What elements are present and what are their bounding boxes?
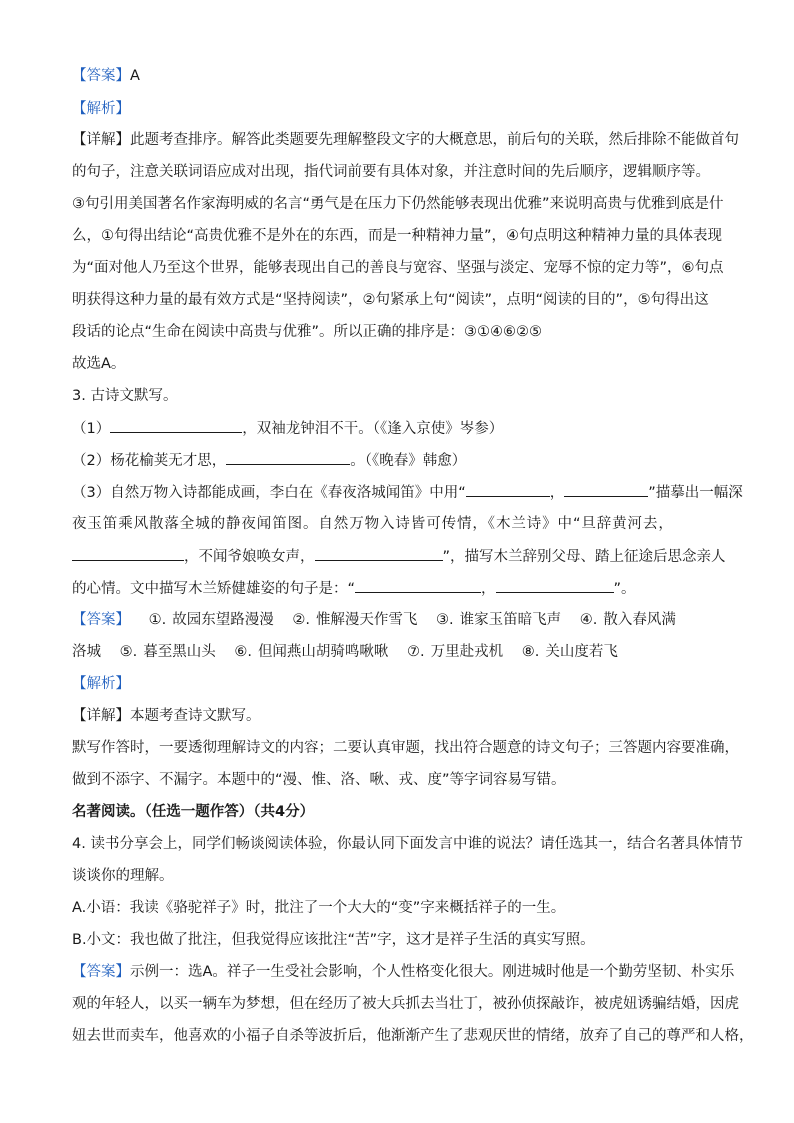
blank-line [564, 482, 648, 497]
detail-line: 段话的论点“生命在阅读中高贵与优雅”。所以正确的排序是：③①④⑥②⑤ [72, 324, 543, 340]
comma: ， [549, 485, 565, 501]
question-3-title: 3. 古诗文默写。 [72, 388, 178, 404]
q3-item-2-text-start: （2）杨花榆荚无才思， [72, 453, 227, 469]
answer-item: 但闻燕山胡骑鸣啾啾 [257, 644, 389, 660]
answer-number: ①. [148, 612, 167, 628]
answer-text: 示例一：选A。祥子一生受社会影响，个人性格变化很大。刚进城时他是一个勤劳坚韧、朴实乐 [130, 964, 735, 980]
blank-line [466, 482, 550, 497]
answer-3-line [72, 642, 618, 662]
analysis-heading [72, 99, 130, 119]
answer-tag: 【答案】 [72, 612, 130, 628]
blank-line [355, 578, 481, 593]
answer-number: ⑧. [521, 644, 540, 660]
detail-line: 默写作答时，一要透彻理解诗文的内容；二要认真审题，找出符合题意的诗文句子；三答题内容要准确， [72, 740, 739, 756]
analysis-tag: 【解析】 [72, 101, 130, 117]
blank-line [496, 578, 614, 593]
answer-item: 万里赴戎机 [430, 644, 504, 660]
q3-item-3-text: （3）自然万物入诗都能成画，李白在《春夜洛城闻笛》中用“ [72, 485, 466, 501]
detail-line [72, 130, 739, 150]
analysis-heading [72, 674, 130, 694]
q3-item-3-line [72, 546, 726, 567]
section-title: 名著阅读。（任选一题作答）（共4分） [72, 804, 315, 820]
answer-3-line [72, 610, 676, 630]
q3-item-2-text-end: 。（《晚春》韩愈） [350, 453, 467, 469]
question-4-line: 4. 读书分享会上，同学们畅谈阅读体验，你最认同下面发言中谁的说法？请任选其一，结合名著具体情节 [72, 836, 743, 852]
q3-item-3-text: ，不闻爷娘唤女声， [184, 549, 315, 565]
detail-line: 的句子，注意关联词语应成对出现，指代词前要有具体对象，并注意时间的先后顺序，逻辑顺序等。 [72, 164, 710, 180]
answer-item: 散入春风满 [603, 612, 676, 628]
answer-number: ③. [436, 612, 454, 628]
answer-item: 关山度若飞 [545, 644, 618, 660]
answer-4-line: 观的年轻人，以买一辆车为梦想，但在经历了被大兵抓去当壮丁，被孙侦探敲诈，被虎妞诱骗结婚，因虎 [72, 996, 739, 1012]
answer-item: 暮至黑山头 [143, 644, 216, 660]
answer-number: ⑤. [119, 644, 138, 660]
question-4-line: 谈谈你的理解。 [72, 868, 174, 884]
q3-item-3-text: ”。 [613, 581, 636, 597]
q3-item-2 [72, 450, 466, 471]
option-a: A.小语：我读《骆驼祥子》时，批注了一个大大的“变”字来概括祥子的一生。 [72, 900, 566, 916]
q3-item-1 [72, 418, 503, 439]
answer-4-line: 妞去世而卖车，他喜欢的小福子自杀等波折后，他渐渐产生了悲观厌世的情绪，放弃了自己的尊严和人格， [72, 1028, 754, 1044]
answer-text: A [130, 68, 140, 84]
q3-item-3-line: 夜玉笛乘风散落全城的静夜闻笛图。自然万物入诗皆可传情，《木兰诗》中“旦辞黄河去， [72, 516, 674, 532]
option-b: B.小文：我也做了批注，但我觉得应该批注“苦”字，这才是祥子生活的真实写照。 [72, 932, 595, 948]
detail-tag: 【详解】 [72, 708, 130, 724]
blank-line [110, 418, 242, 433]
answer-number: ④. [579, 612, 598, 628]
q3-item-3-line [72, 578, 636, 599]
answer-4-line [72, 962, 734, 982]
q3-item-1-number: （1） [72, 421, 111, 437]
answer-number: ⑥. [234, 644, 252, 660]
q3-item-1-text: ，双袖龙钟泪不干。（《逢入京使》岑参） [242, 421, 504, 437]
q3-item-3-text: ”，描写木兰辞别父母、踏上征途后思念亲人 [442, 549, 726, 565]
detail-text: 本题考查诗文默写。 [130, 708, 261, 724]
detail-line: 明获得这种力量的最有效方式是“坚持阅读”，②句紧承上句“阅读”，点明“阅读的目的”，⑤句得出这 [72, 292, 709, 308]
detail-line: ③句引用美国著名作家海明威的名言“勇气是在压力下仍然能够表现出优雅”来说明高贵与优雅到底是什 [72, 196, 724, 212]
answer-number: ②. [292, 612, 310, 628]
blank-line [315, 546, 443, 561]
detail-line: 为“面对他人乃至这个世界，能够表现出自己的善良与宽容、坚强与淡定、宠辱不惊的定力等”，⑥句点 [72, 260, 724, 276]
analysis-tag: 【解析】 [72, 676, 130, 692]
answer-tag: 【答案】 [72, 68, 130, 84]
blank-line [226, 450, 350, 465]
detail-tag: 【详解】 [72, 132, 130, 148]
answer-tag: 【答案】 [72, 964, 130, 980]
answer-line [72, 66, 140, 86]
detail-text: 此题考查排序。解答此类题要先理解整段文字的大概意思，前后句的关联，然后排除不能做首句 [130, 132, 739, 148]
answer-item: 谁家玉笛暗飞声 [459, 612, 562, 628]
comma: ， [481, 581, 496, 597]
answer-number: ⑦. [407, 644, 425, 660]
detail-line: 么，①句得出结论“高贵优雅不是外在的东西，而是一种精神力量”，④句点明这种精神力量的具体表现 [72, 228, 723, 244]
q3-item-3-text: ”描摹出一幅深 [648, 485, 743, 501]
answer-item: 故园东望路漫漫 [172, 612, 274, 628]
answer-item: 惟解漫天作雪飞 [315, 612, 418, 628]
q3-item-3-line [72, 482, 743, 503]
detail-line [72, 706, 261, 726]
answer-item: 洛城 [72, 644, 101, 660]
blank-line [72, 546, 184, 561]
detail-line: 做到不添字、不漏字。本题中的“漫、惟、洛、啾、戎、度”等字词容易写错。 [72, 772, 566, 788]
q3-item-3-text: 的心情。文中描写木兰矫健雄姿的句子是：“ [72, 581, 356, 597]
conclusion-line: 故选A。 [72, 356, 126, 372]
